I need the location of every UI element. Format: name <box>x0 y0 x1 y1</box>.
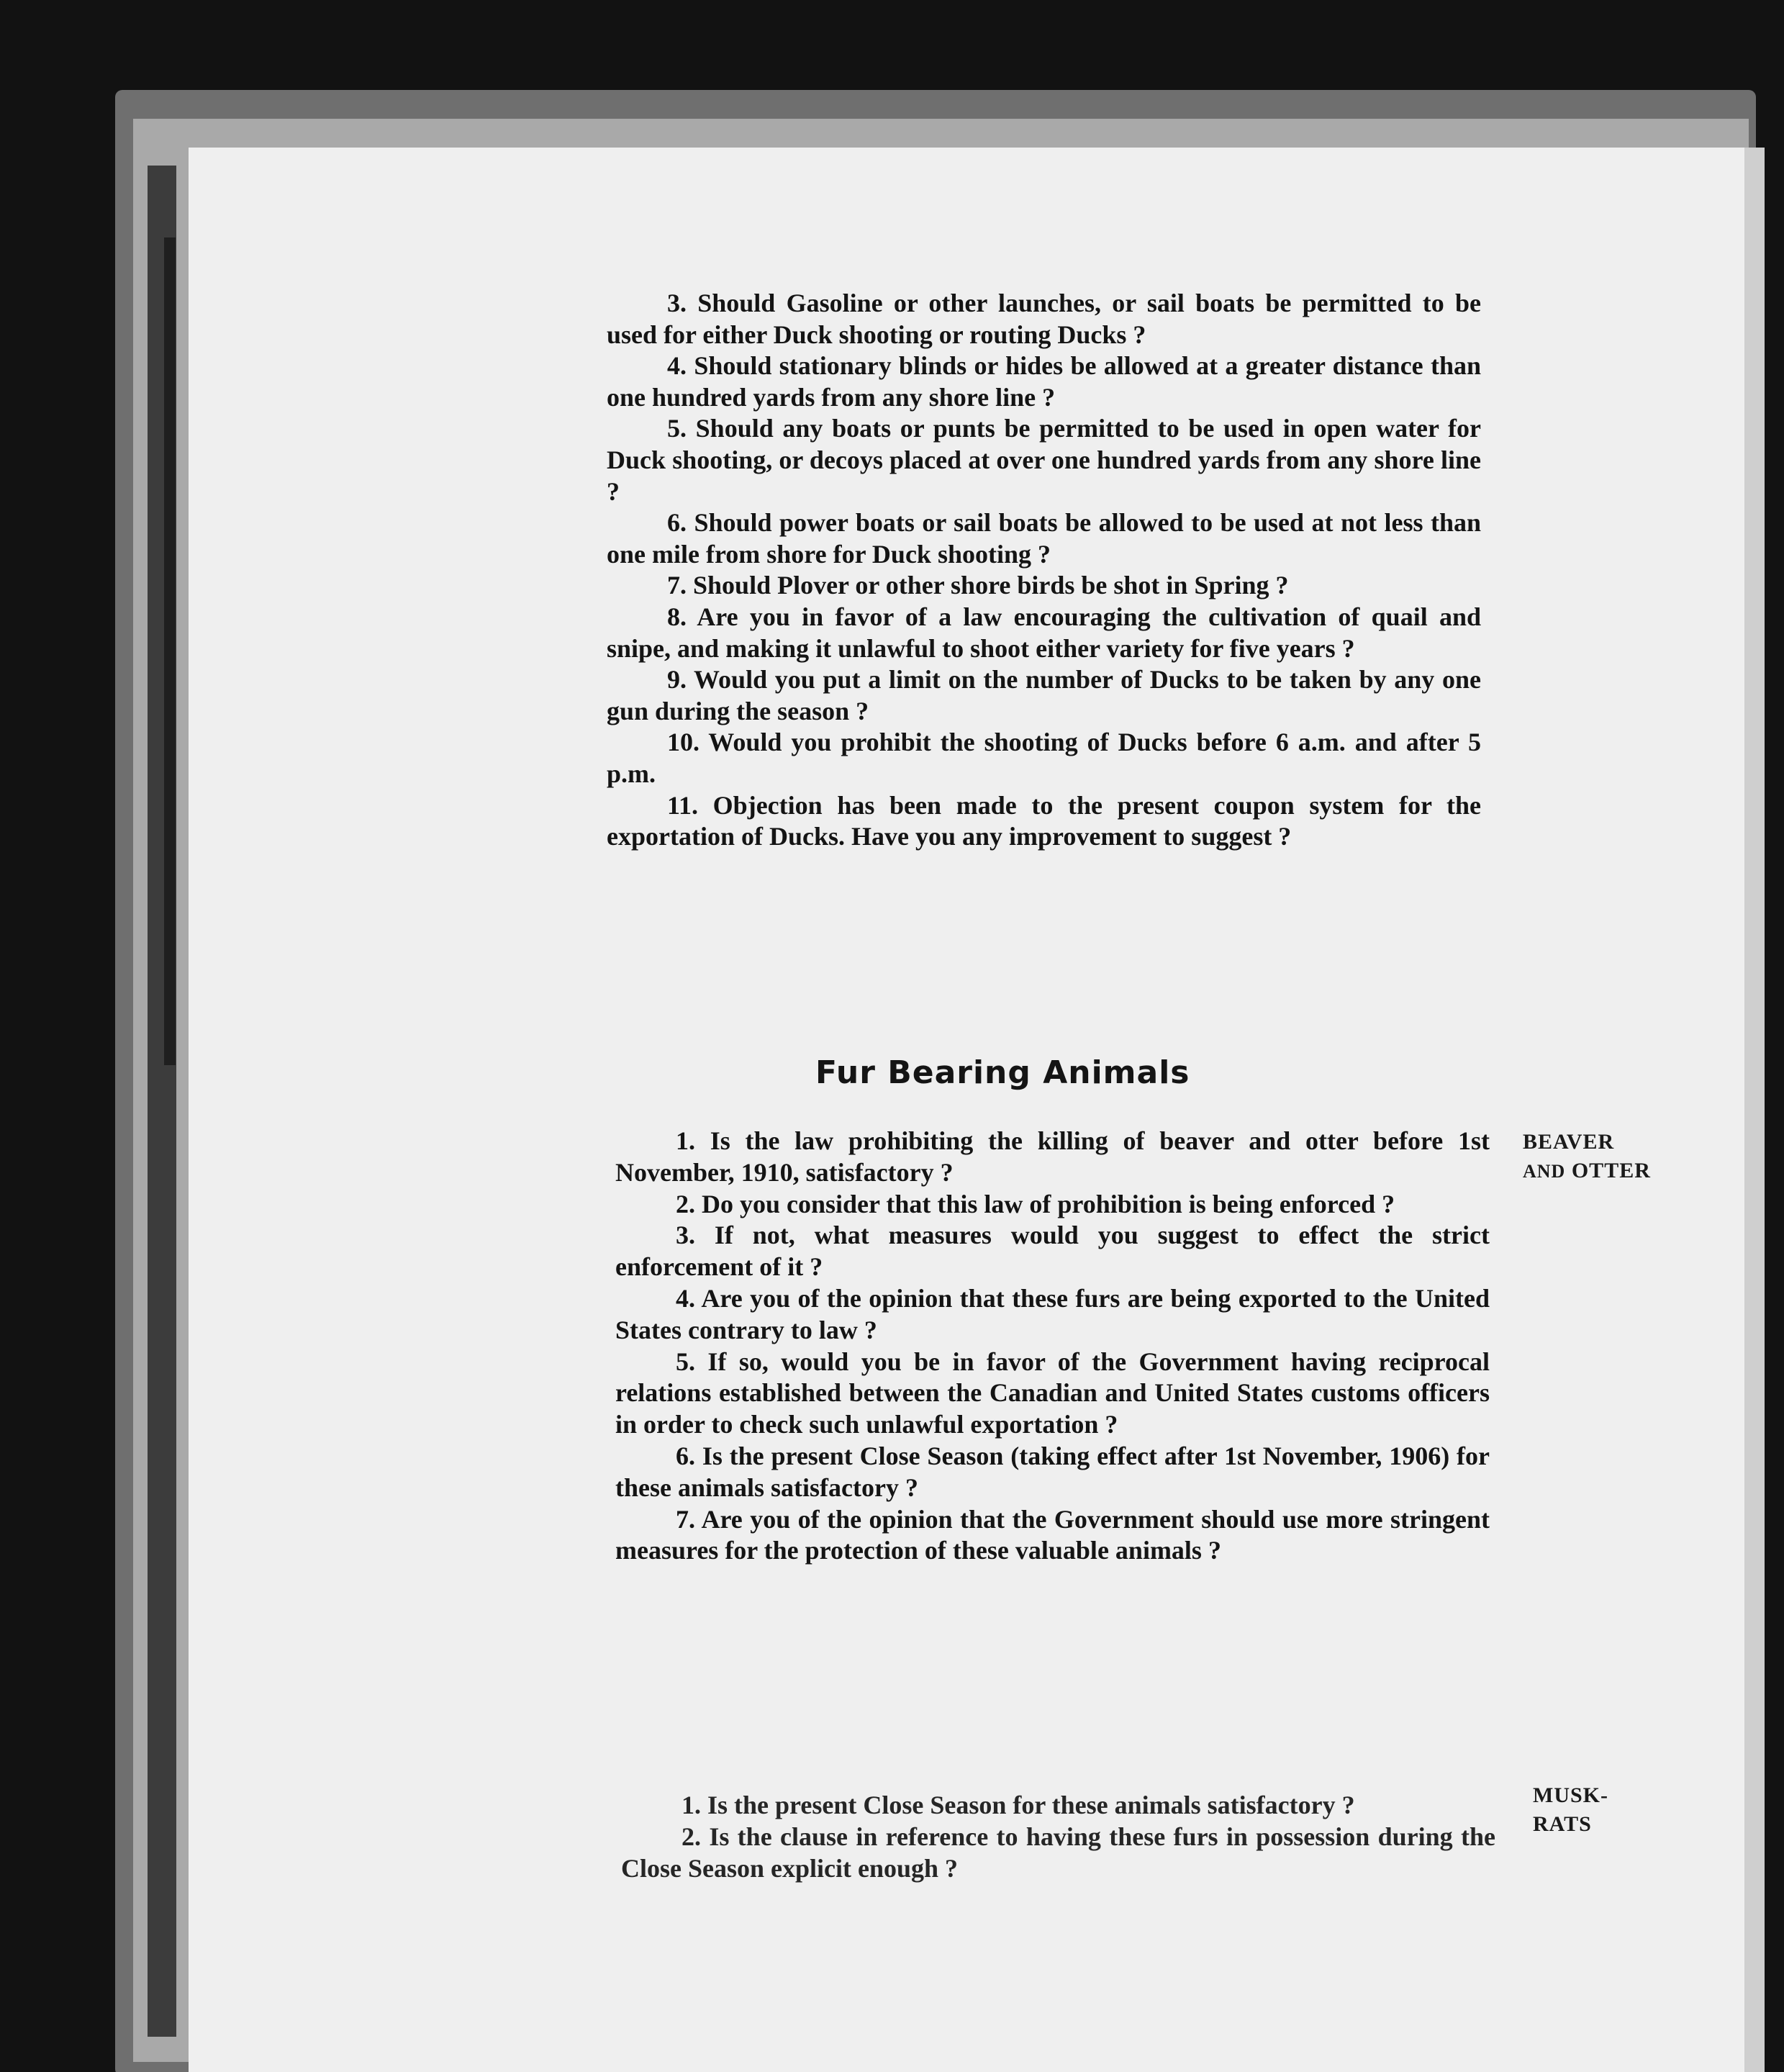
margin-note-muskrats <box>1533 1781 1608 1839</box>
question-item: 9. Would you put a limit on the number of Ducks to be taken by any one gun during the season ? <box>607 665 1481 725</box>
question-item: 3. Should Gasoline or other launches, or sail boats be permitted to be used for either Duck shooting or routing Ducks ? <box>607 289 1481 349</box>
question-item: 5. Should any boats or punts be permitted to be used in open water for Duck shooting, or decoys placed at over one hundred yards from any shore line ? <box>607 414 1481 506</box>
question-item: 1. Is the law prohibiting the killing of beaver and otter before 1st November, 1910, satisfactory ? <box>615 1126 1490 1187</box>
question-item: 6. Should power boats or sail boats be allowed to be used at not less than one mile from shore for Duck shooting ? <box>607 508 1481 569</box>
section-heading: Fur Bearing Animals <box>815 1054 1190 1091</box>
question-item: 11. Objection has been made to the present coupon system for the exportation of Ducks. Have you any improvement to suggest ? <box>607 790 1481 851</box>
margin-note-otter: OTTER <box>1571 1159 1651 1182</box>
margin-note-line: RATS <box>1533 1812 1592 1836</box>
question-item: 7. Are you of the opinion that the Government should use more stringent measures for the protection of these valuable animals ? <box>615 1504 1490 1565</box>
question-item: 2. Do you consider that this law of prohibition is being enforced ? <box>676 1189 1395 1218</box>
question-item: 6. Is the present Close Season (taking effect after 1st November, 1906) for these animals satisfactory ? <box>615 1441 1490 1502</box>
margin-note-line <box>1523 1157 1651 1186</box>
question-item: 5. If so, would you be in favor of the Government having reciprocal relations established between the Canadian and United States customs officers in order to check such unlawful exportation ? <box>615 1347 1490 1439</box>
question-item: 4. Should stationary blinds or hides be allowed at a greater distance than one hundred yards from any shore line ? <box>607 351 1481 412</box>
question-item: 8. Are you in favor of a law encouraging the cultivation of quail and snipe, and making it unlawful to shoot either variety for five years ? <box>607 602 1481 663</box>
question-item: 10. Would you prohibit the shooting of Ducks before 6 a.m. and after 5 p.m. <box>607 728 1481 788</box>
page-edge <box>1744 148 1765 2072</box>
question-item: 2. Is the clause in reference to having these furs in possession during the Close Season explicit enough ? <box>621 1822 1495 1883</box>
duck-questions <box>607 288 1481 853</box>
question-item: 1. Is the present Close Season for these animals satisfactory ? <box>682 1791 1355 1819</box>
margin-note-line: MUSK- <box>1533 1783 1608 1807</box>
binder-spine-shadow <box>164 237 176 1065</box>
question-item: 7. Should Plover or other shore birds be shot in Spring ? <box>667 571 1289 600</box>
margin-note-line: BEAVER <box>1523 1130 1615 1154</box>
beaver-otter-questions <box>615 1126 1490 1567</box>
question-item: 3. If not, what measures would you suggest to effect the strict enforcement of it ? <box>615 1221 1490 1282</box>
margin-note-beaver-otter <box>1523 1128 1651 1186</box>
margin-note-and: AND <box>1523 1161 1566 1182</box>
question-item: 4. Are you of the opinion that these furs are being exported to the United States contrary to law ? <box>615 1283 1490 1344</box>
muskrats-questions <box>621 1790 1495 1884</box>
